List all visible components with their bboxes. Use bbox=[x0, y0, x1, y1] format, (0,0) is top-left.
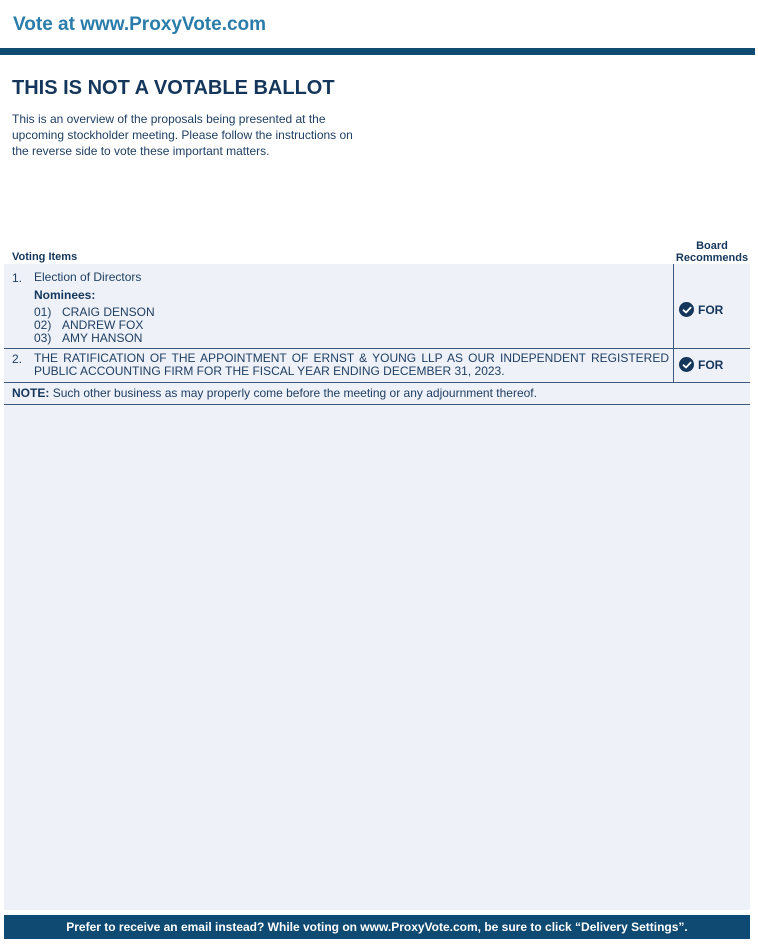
note bbox=[12, 386, 537, 400]
nominee-row bbox=[34, 305, 155, 319]
board-header-line2: Recommends bbox=[675, 252, 749, 264]
proxyvote-link[interactable]: Vote at www.ProxyVote.com bbox=[13, 14, 267, 35]
nominee-name: ANDREW FOX bbox=[62, 318, 144, 332]
recommendation-label: FOR bbox=[698, 302, 724, 317]
footer-text: Prefer to receive an email instead? While voting on www.ProxyVote.com, be sure to click “Delivery Settings”. bbox=[66, 920, 688, 934]
page-title: THIS IS NOT A VOTABLE BALLOT bbox=[12, 77, 335, 99]
item-2-text: THE RATIFICATION OF THE APPOINTMENT OF ERNST & YOUNG LLP AS OUR INDEPENDENT REGISTERED PUBLIC ACCOUNTING FIRM FOR THE FISCAL YEAR ENDING DECEMBER 31, 2023. bbox=[34, 351, 669, 378]
item-1-recommendation bbox=[679, 302, 723, 317]
check-circle-icon bbox=[679, 357, 694, 372]
voting-items-header: Voting Items bbox=[12, 251, 78, 263]
check-circle-icon bbox=[679, 302, 694, 317]
item-1-number: 1. bbox=[12, 271, 23, 285]
board-recommends-header bbox=[672, 240, 752, 264]
item-1-text: Election of Directors bbox=[34, 270, 142, 284]
header bbox=[0, 0, 758, 48]
nominee-number: 02) bbox=[34, 318, 52, 332]
row-divider bbox=[4, 382, 750, 383]
nominee-row bbox=[34, 318, 143, 332]
footer-banner bbox=[4, 915, 750, 939]
board-header-line1: Board bbox=[696, 240, 728, 252]
nominee-number: 01) bbox=[34, 305, 52, 319]
nominee-name: CRAIG DENSON bbox=[62, 305, 155, 319]
intro-text: This is an overview of the proposals being presented at the upcoming stockholder meeting. Please follow the instructions on the reverse side to vote these important matters. bbox=[12, 112, 353, 158]
item-2-recommendation bbox=[679, 357, 723, 372]
column-divider bbox=[673, 264, 674, 383]
note-label: NOTE: bbox=[12, 386, 50, 400]
item-2-number: 2. bbox=[12, 352, 23, 366]
note-text: Such other business as may properly come before the meeting or any adjournment thereof. bbox=[52, 386, 537, 400]
nominee-name: AMY HANSON bbox=[62, 331, 143, 345]
recommendation-label: FOR bbox=[698, 357, 724, 372]
header-divider bbox=[0, 48, 755, 55]
nominees-label: Nominees: bbox=[34, 288, 96, 302]
row-divider bbox=[4, 348, 750, 349]
row-divider bbox=[4, 404, 750, 405]
nominee-row bbox=[34, 331, 142, 345]
nominee-number: 03) bbox=[34, 331, 52, 345]
